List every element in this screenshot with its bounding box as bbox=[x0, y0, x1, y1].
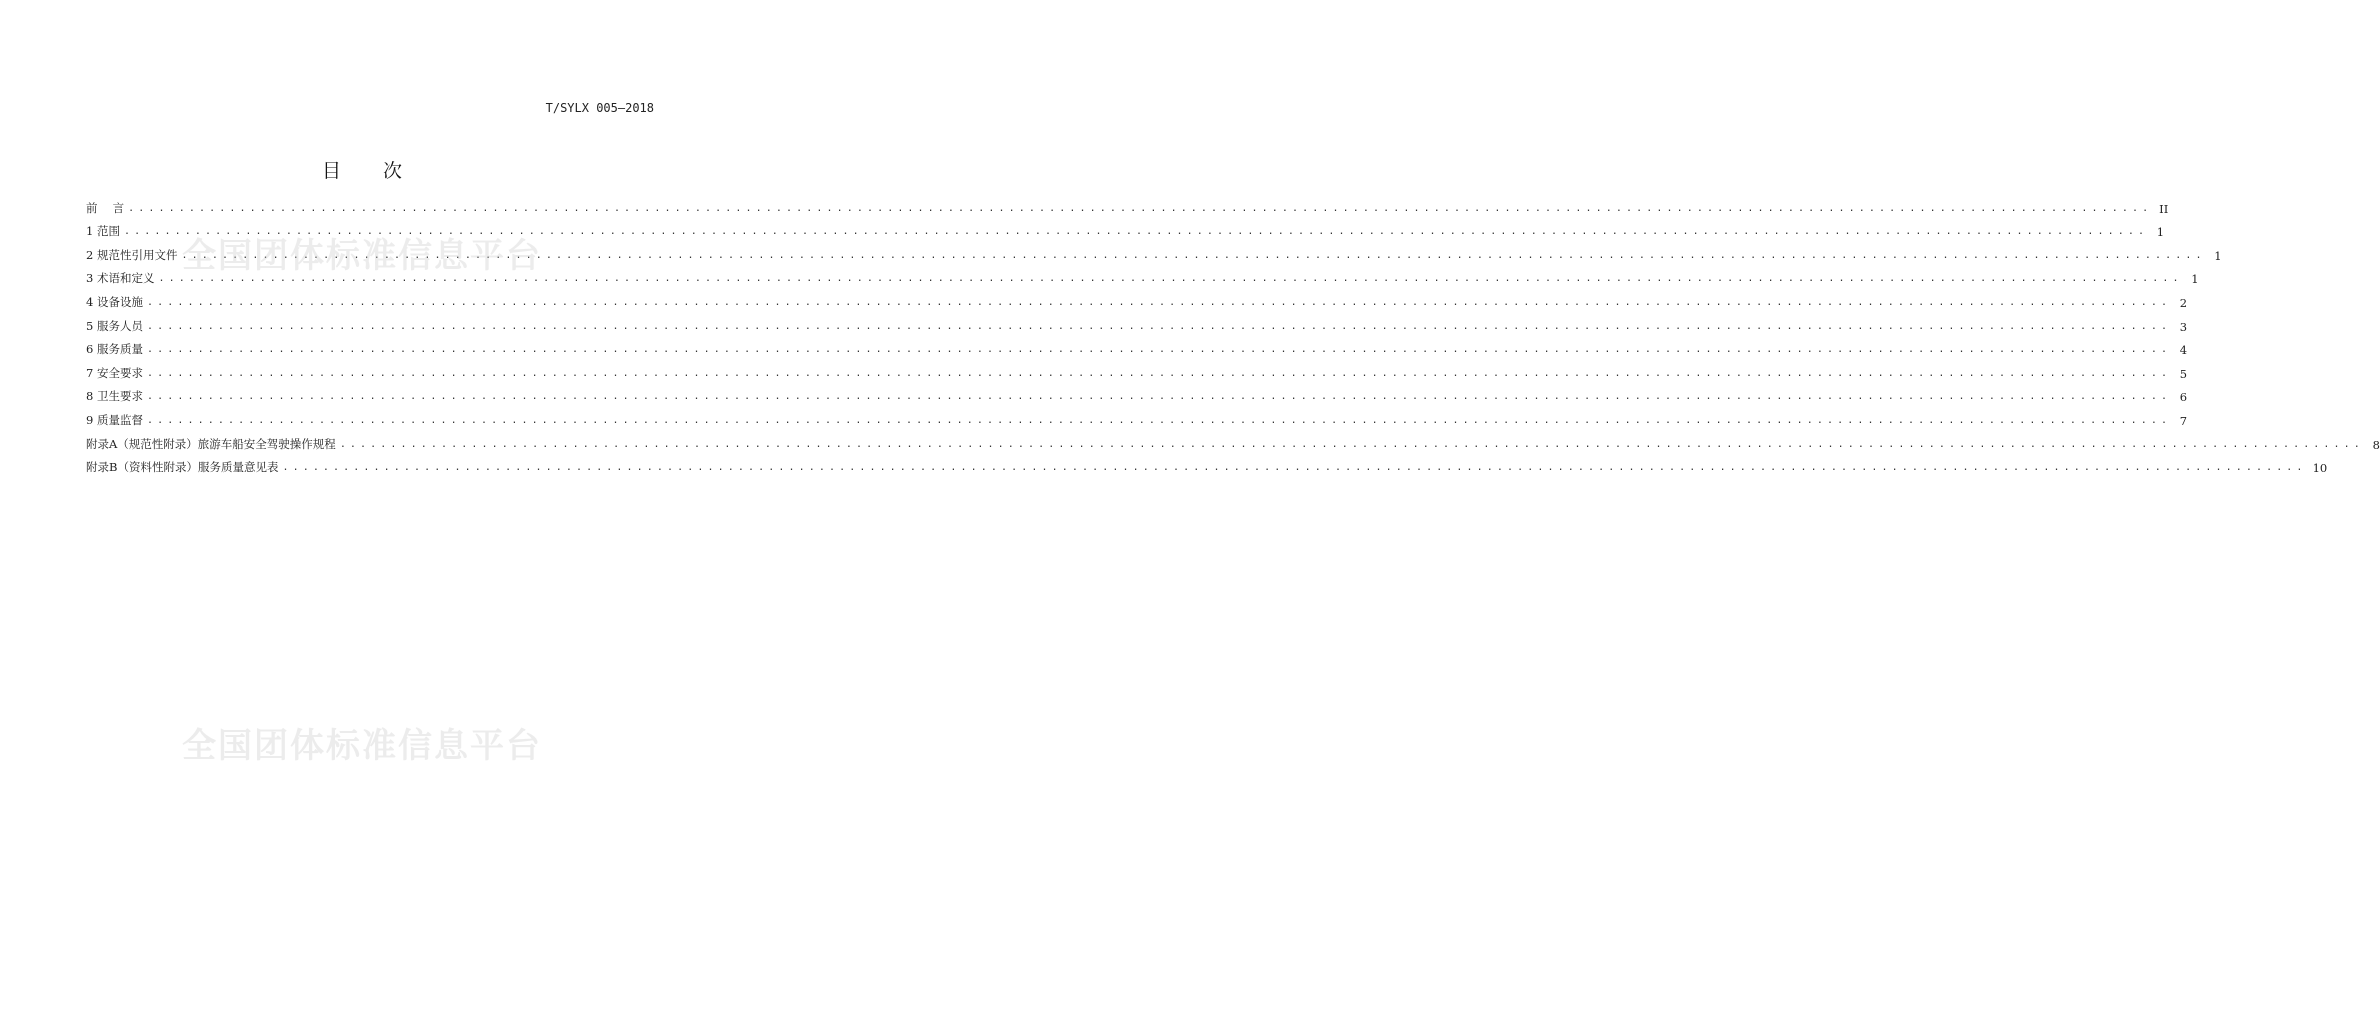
toc-entry[interactable] bbox=[86, 310, 2188, 334]
toc-label: 6 服务质量 bbox=[86, 342, 143, 357]
toc-label: 8 卫生要求 bbox=[86, 389, 143, 404]
toc-label: 附录B（资料性附录）服务质量意见表 bbox=[86, 460, 279, 475]
toc-page-number: 1 bbox=[2156, 225, 2165, 240]
toc-label: 4 设备设施 bbox=[86, 294, 143, 309]
standard-code: T/SYLX 005—2018 bbox=[545, 101, 654, 115]
toc-leader-dots: ........................................................................................................................................................................................................ bbox=[181, 249, 2206, 261]
toc-leader-dots: ........................................................................................................................................................................................................ bbox=[282, 462, 2307, 474]
toc-page-number: 4 bbox=[2179, 343, 2188, 358]
toc-leader-dots: ........................................................................................................................................................................................................ bbox=[146, 414, 2172, 426]
toc-label: 2 规范性引用文件 bbox=[86, 247, 178, 262]
toc-entry[interactable] bbox=[86, 263, 2199, 287]
toc-page-number: 8 bbox=[2372, 437, 2380, 452]
watermark-text: 全国团体标准信息平台 bbox=[182, 236, 542, 276]
toc-label: 7 安全要求 bbox=[86, 365, 143, 380]
toc-page-number: II bbox=[2159, 201, 2169, 216]
toc-entry[interactable] bbox=[86, 216, 2165, 240]
toc-entry[interactable] bbox=[86, 334, 2188, 358]
toc-entry[interactable] bbox=[86, 192, 2169, 216]
toc-entry[interactable] bbox=[86, 404, 2188, 428]
toc-label: 前 言 bbox=[86, 200, 125, 215]
watermark-text: 全国团体标准信息平台 bbox=[182, 726, 542, 766]
toc-leader-dots: ........................................................................................................................................................................................................ bbox=[146, 344, 2172, 356]
toc-leader-dots: ........................................................................................................................................................................................................ bbox=[128, 202, 2153, 214]
toc-page-number: 2 bbox=[2179, 295, 2188, 310]
toc-entry[interactable] bbox=[86, 357, 2188, 381]
toc-leader-dots: ........................................................................................................................................................................................................ bbox=[158, 273, 2183, 285]
toc-label: 3 术语和定义 bbox=[86, 271, 155, 286]
toc-page-number: 1 bbox=[2214, 248, 2222, 263]
table-of-contents bbox=[86, 192, 2380, 476]
toc-leader-dots: ........................................................................................................................................................................................................ bbox=[123, 226, 2149, 238]
toc-entry[interactable] bbox=[86, 286, 2188, 310]
toc-leader-dots: ........................................................................................................................................................................................................ bbox=[146, 320, 2172, 332]
toc-page-number: 3 bbox=[2179, 319, 2188, 334]
toc-entry[interactable] bbox=[86, 428, 2380, 452]
toc-leader-dots: ........................................................................................................................................................................................................ bbox=[146, 367, 2172, 379]
toc-entry[interactable] bbox=[86, 452, 2328, 476]
toc-entry[interactable] bbox=[86, 381, 2188, 405]
toc-leader-dots: ........................................................................................................................................................................................................ bbox=[339, 438, 2364, 450]
toc-leader-dots: ........................................................................................................................................................................................................ bbox=[146, 391, 2172, 403]
toc-entry[interactable] bbox=[86, 239, 2222, 263]
toc-page-number: 7 bbox=[2179, 413, 2188, 428]
toc-page-number: 6 bbox=[2179, 390, 2188, 405]
toc-page-number: 1 bbox=[2191, 272, 2199, 287]
toc-page-number: 5 bbox=[2179, 366, 2188, 381]
toc-label: 9 质量监督 bbox=[86, 412, 143, 427]
toc-label: 1 范围 bbox=[86, 224, 120, 239]
toc-leader-dots: ........................................................................................................................................................................................................ bbox=[146, 296, 2172, 308]
toc-label: 附录A（规范性附录）旅游车船安全驾驶操作规程 bbox=[86, 436, 336, 451]
toc-label: 5 服务人员 bbox=[86, 318, 143, 333]
toc-page-number: 10 bbox=[2312, 461, 2328, 476]
page-title: 目 次 bbox=[321, 160, 421, 182]
